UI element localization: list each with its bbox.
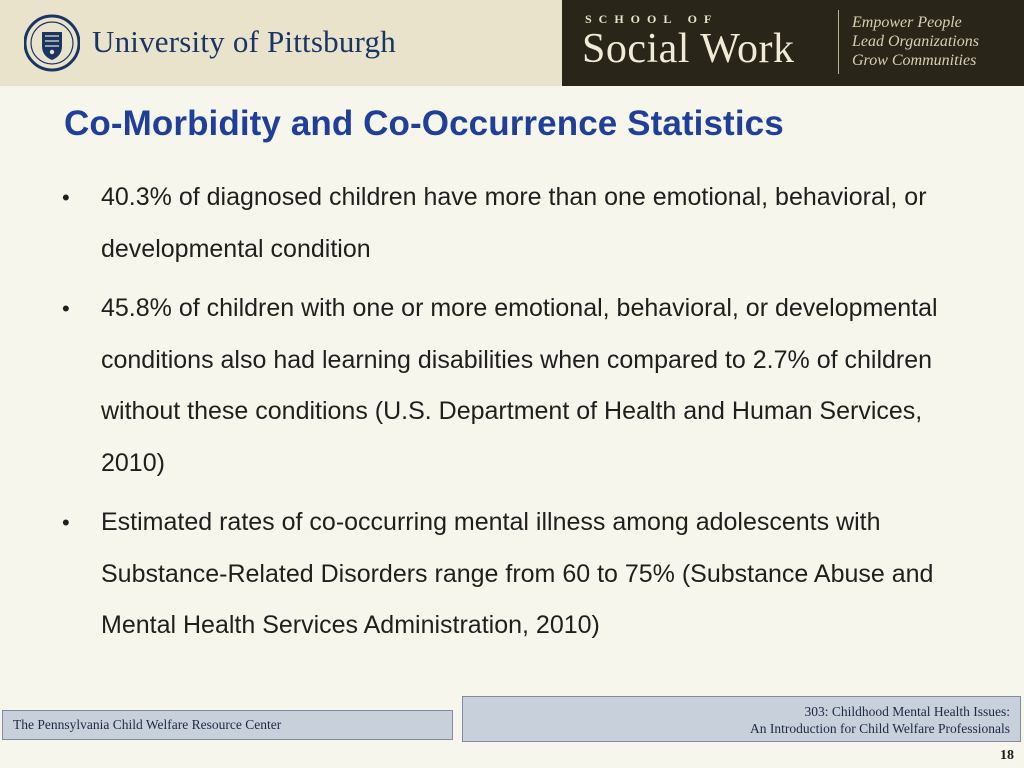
- header-divider: [838, 10, 839, 74]
- bullet-item: [58, 172, 988, 275]
- bullet-list: [58, 172, 988, 660]
- tagline-line: Empower People: [852, 14, 962, 31]
- bullet-dot: •: [62, 510, 70, 535]
- school-of-label: SCHOOL OF: [585, 12, 719, 26]
- page-number: 18: [1000, 748, 1014, 763]
- course-title: [750, 703, 1010, 737]
- bullet-text: Estimated rates of co-occurring mental illness among adolescents with Substance-Related Disorders range from 60 to 75% (Substance Abuse and Mental Health Services Administration, 2010): [101, 508, 934, 639]
- course-line-2: An Introduction for Child Welfare Professionals: [750, 721, 1010, 736]
- resource-center-name: The Pennsylvania Child Welfare Resource Center: [13, 717, 282, 732]
- bullet-text: 45.8% of children with one or more emotional, behavioral, or developmental conditions also had learning disabilities when compared to 2.7% of children without these conditions (U.S. Department of Health and Human Services, 2010): [101, 294, 938, 477]
- bullet-item: [58, 497, 988, 652]
- bullet-text: 40.3% of diagnosed children have more than one emotional, behavioral, or developmental condition: [101, 183, 927, 263]
- school-name: Social Work: [582, 26, 795, 72]
- course-line-1: 303: Childhood Mental Health Issues:: [804, 704, 1010, 719]
- bullet-dot: •: [62, 296, 70, 321]
- slide-title: Co-Morbidity and Co-Occurrence Statistics: [64, 104, 784, 143]
- bullet-dot: •: [62, 185, 70, 210]
- resource-center-footer: [2, 710, 453, 740]
- course-footer: [462, 696, 1021, 742]
- university-name: University of Pittsburgh: [92, 24, 396, 59]
- tagline-line: Grow Communities: [852, 52, 977, 69]
- tagline-line: Lead Organizations: [852, 33, 979, 50]
- university-seal-logo: [24, 12, 80, 74]
- school-tagline: [852, 13, 979, 70]
- bullet-item: [58, 283, 988, 489]
